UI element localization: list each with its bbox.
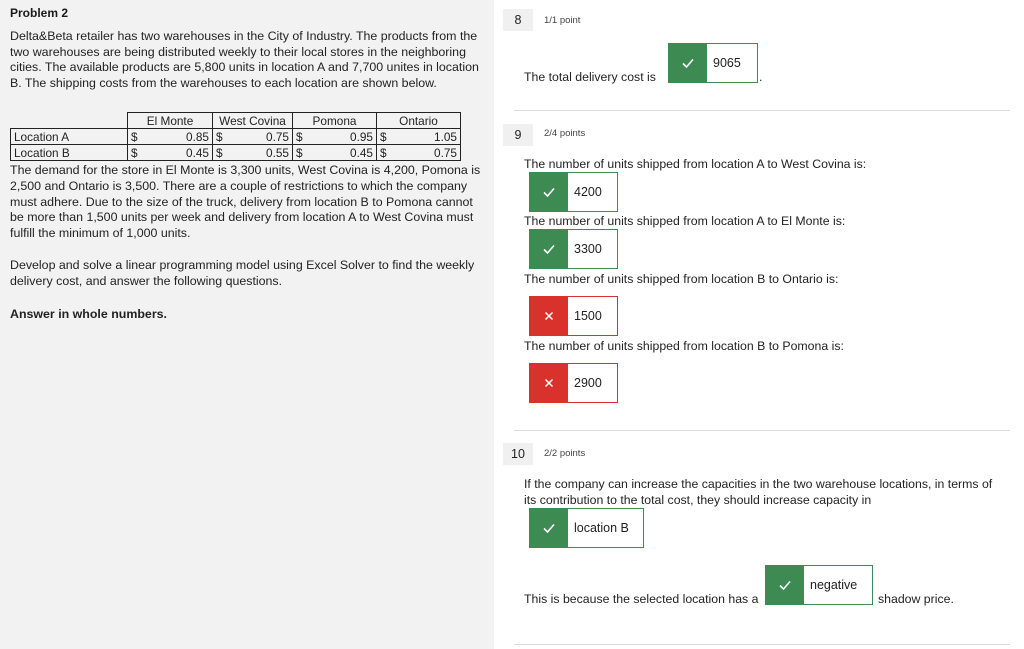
currency-symbol: $	[128, 129, 154, 145]
table-row	[11, 129, 461, 145]
check-icon	[669, 44, 707, 82]
answer-box-capacity-location[interactable]	[529, 508, 644, 548]
cost-cell: 0.45	[154, 145, 213, 161]
question-10-suffix-text: shadow price.	[878, 592, 954, 606]
answer-box-b-pomona[interactable]	[529, 363, 618, 403]
cost-cell: 0.85	[154, 129, 213, 145]
question-divider	[514, 644, 1010, 645]
cost-cell: 1.05	[402, 129, 460, 145]
question-number-10: 10	[503, 443, 533, 465]
problem-title: Problem 2	[10, 6, 69, 20]
answer-box-total-cost[interactable]	[668, 43, 758, 83]
answer-box-a-west-covina[interactable]	[529, 172, 618, 212]
row-label: Location A	[11, 129, 128, 145]
problem-intro: Delta&Beta retailer has two warehouses in the City of Industry. The products from the two warehouses are being distributed weekly to their local stores in the neighboring cities. The available products are 5,800 units in location A and 7,700 unites in location B. The shipping costs from the warehouses to each location are shown below.	[10, 29, 479, 90]
problem-panel	[0, 0, 494, 649]
x-icon	[530, 297, 568, 335]
x-icon	[530, 364, 568, 402]
question-9-part-3-text: The number of units shipped from location B to Ontario is:	[524, 272, 839, 286]
row-label: Location B	[11, 145, 128, 161]
answer-value: 3300	[574, 242, 602, 256]
cost-cell: 0.95	[318, 129, 376, 145]
check-icon	[530, 230, 568, 268]
currency-symbol: $	[293, 145, 319, 161]
table-header-row	[11, 113, 461, 129]
demand-text: The demand for the store in El Monte is 3,300 units, West Covina is 4,200, Pomona is 2,500 and Ontario is 3,500. There are a couple of restrictions to which the company must adhere. Due to the size of the truck, delivery from location B to Pomona cannot be more than 1,500 units per week and delivery from location A to West Covina must fulfill the minimum of 1,000 units.	[10, 163, 481, 240]
cost-cell: 0.75	[402, 145, 460, 161]
currency-symbol: $	[377, 129, 403, 145]
question-points-8: 1/1 point	[544, 15, 581, 26]
question-8-suffix: .	[759, 70, 763, 84]
question-10-text: If the company can increase the capacities in the two warehouse locations, in terms of its contribution to the total cost, they should increase capacity in	[524, 477, 993, 507]
answer-value: location B	[574, 521, 629, 535]
answer-value: 2900	[574, 376, 602, 390]
currency-symbol: $	[213, 145, 238, 161]
column-header: West Covina	[213, 113, 293, 129]
answer-note: Answer in whole numbers.	[10, 306, 167, 321]
question-8-text: The total delivery cost is	[524, 70, 656, 84]
check-icon	[530, 173, 568, 211]
instructions-text: Develop and solve a linear programming model using Excel Solver to find the weekly delivery cost, and answer the following questions.	[10, 258, 475, 288]
answer-value: 4200	[574, 185, 602, 199]
currency-symbol: $	[293, 129, 319, 145]
question-9-part-1-text: The number of units shipped from location A to West Covina is:	[524, 157, 867, 171]
answer-box-a-el-monte[interactable]	[529, 229, 618, 269]
question-9-part-2-text: The number of units shipped from location A to El Monte is:	[524, 214, 846, 228]
column-header: Pomona	[293, 113, 377, 129]
answer-box-b-ontario[interactable]	[529, 296, 618, 336]
table-row	[11, 145, 461, 161]
check-icon	[766, 566, 804, 604]
answer-value: negative	[810, 578, 858, 592]
question-points-9: 2/4 points	[544, 128, 586, 139]
check-icon	[530, 509, 568, 547]
currency-symbol: $	[377, 145, 403, 161]
currency-symbol: $	[128, 145, 154, 161]
shipping-cost-table	[10, 112, 461, 161]
question-points-10: 2/2 points	[544, 448, 586, 459]
answer-value: 9065	[713, 56, 741, 70]
column-header: Ontario	[377, 113, 461, 129]
question-number-9: 9	[503, 124, 533, 146]
cost-cell: 0.75	[237, 129, 292, 145]
question-divider	[514, 110, 1010, 111]
column-header: El Monte	[128, 113, 213, 129]
question-divider	[514, 430, 1010, 431]
currency-symbol: $	[213, 129, 238, 145]
cost-cell: 0.55	[237, 145, 292, 161]
answer-value: 1500	[574, 309, 602, 323]
question-9-part-4-text: The number of units shipped from location B to Pomona is:	[524, 339, 844, 353]
cost-cell: 0.45	[318, 145, 376, 161]
question-number-8: 8	[503, 9, 533, 31]
answer-box-shadow-price[interactable]	[765, 565, 873, 605]
question-10-reason-text: This is because the selected location has a	[524, 592, 759, 606]
